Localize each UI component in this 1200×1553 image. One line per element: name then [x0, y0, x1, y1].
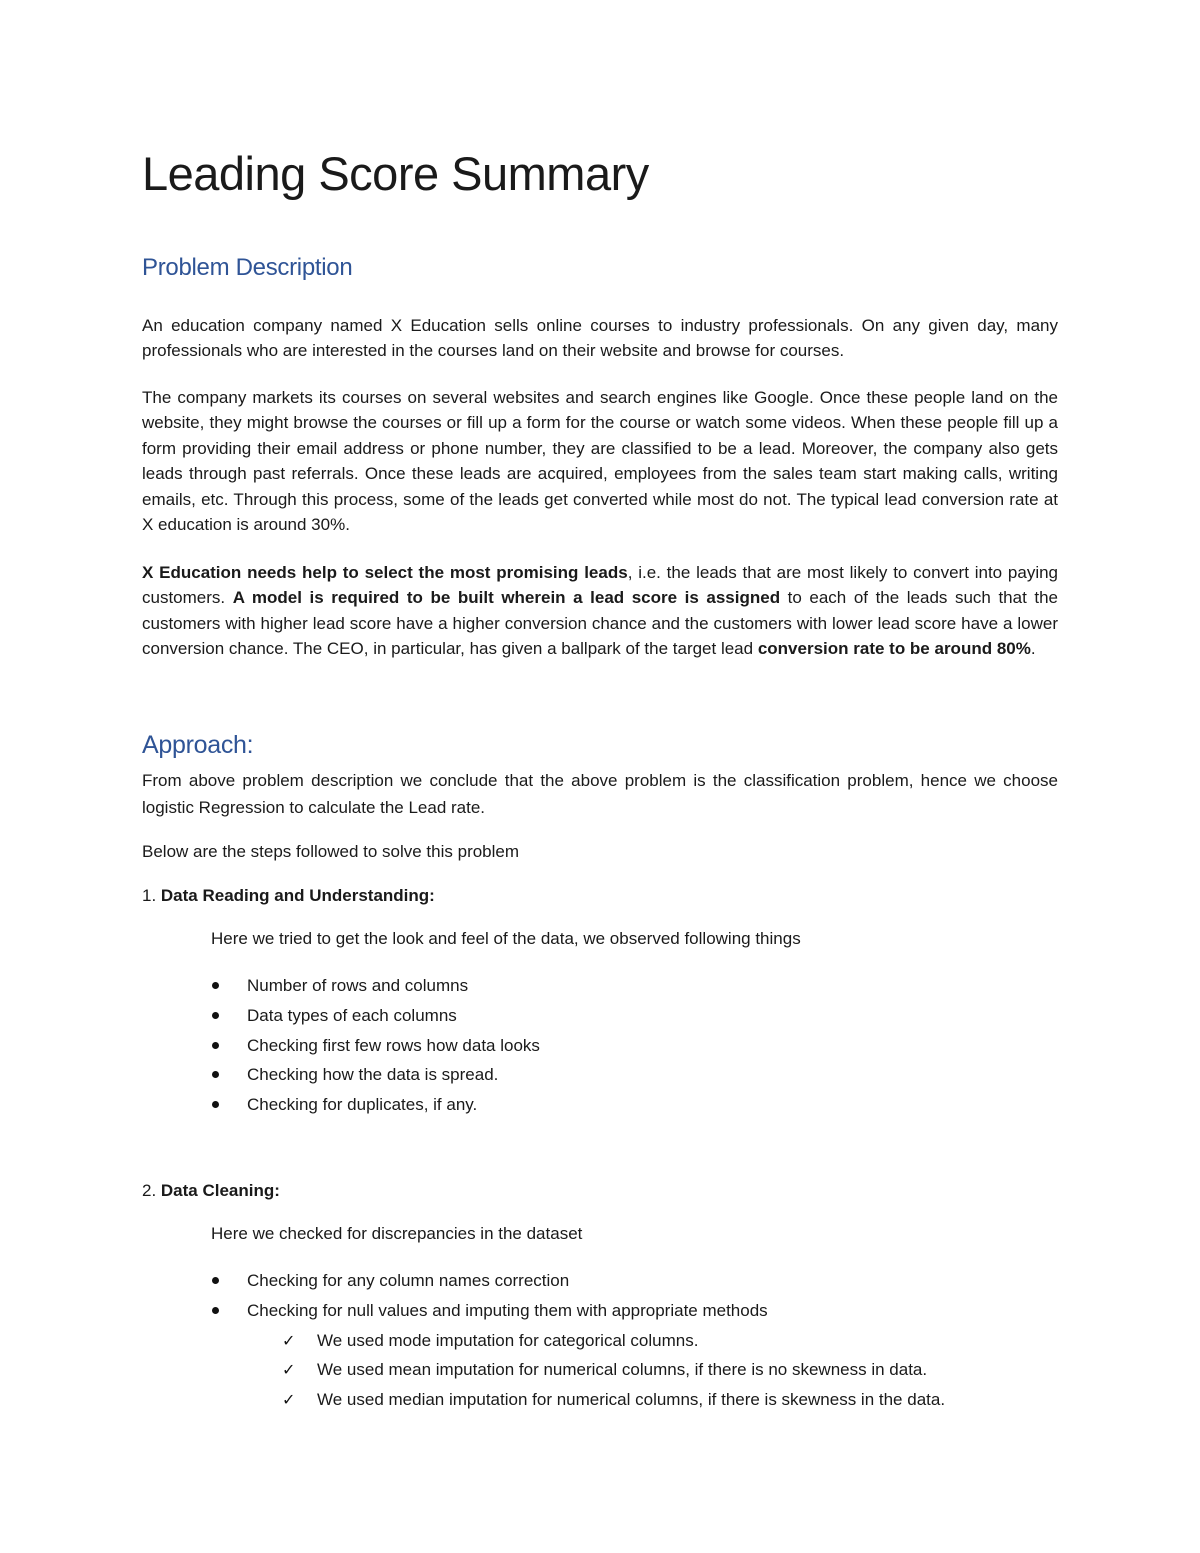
step-number: 2. — [142, 1181, 161, 1200]
bullet-icon — [212, 1101, 219, 1108]
problem-paragraph-3 — [142, 560, 1058, 662]
document-title: Leading Score Summary — [142, 147, 649, 200]
bullet-icon — [212, 1042, 219, 1049]
step-2-heading — [142, 1181, 280, 1201]
step-1-heading — [142, 886, 435, 906]
list-item-text: Number of rows and columns — [247, 976, 469, 995]
text-segment: to each of the leads such that the customers with higher lead score have a higher conversion chance and the customers with lower lead score have a lower conversion chance. The CEO, in particular, has given a ballpark of the target lead — [142, 588, 1058, 659]
step-2-bullet-list — [212, 1266, 768, 1326]
bold-text-model-required: A model is required to be built wherein a lead score is assigned — [232, 588, 781, 608]
text-segment: , i.e. the leads that are most likely to convert into paying customers. — [142, 563, 1059, 608]
list-item — [212, 1001, 540, 1031]
list-item — [282, 1355, 945, 1384]
list-item-text: We used mode imputation for categorical columns. — [317, 1331, 699, 1350]
step-label: Data Reading and Understanding: — [160, 886, 435, 905]
bullet-icon — [212, 1012, 219, 1019]
bold-text-promising-leads: X Education needs help to select the most promising leads — [142, 563, 628, 582]
step-label: Data Cleaning: — [160, 1181, 280, 1200]
checkmark-icon: ✓ — [282, 1331, 296, 1350]
list-item-text: Checking first few rows how data looks — [247, 1035, 540, 1055]
bullet-icon — [212, 982, 219, 989]
list-item-text: Checking for null values and imputing them with appropriate methods — [247, 1300, 768, 1320]
list-item-text: Checking for any column names correction — [247, 1271, 570, 1290]
bullet-icon — [212, 1277, 219, 1284]
approach-heading: Approach: — [142, 731, 254, 759]
list-item — [282, 1385, 945, 1414]
list-item-text: We used mean imputation for numerical columns, if there is no skewness in data. — [317, 1360, 928, 1380]
bold-text-conversion-target: conversion rate to be around 80% — [757, 639, 1031, 659]
approach-paragraph: From above problem description we conclude that the above problem is the classification problem, hence we choose logistic Regression to calculate the Lead rate. — [142, 771, 1058, 817]
list-item — [212, 971, 540, 1001]
step-2-description: Here we checked for discrepancies in the dataset — [211, 1224, 583, 1243]
list-item-text: Data types of each columns — [247, 1005, 457, 1025]
problem-paragraph-2: The company markets its courses on several websites and search engines like Google. Once these people land on the website, they might browse the courses or fill up a form for the course or watch some videos. When these people fill up a form providing their email address or phone number, they are classified to be a lead. Moreover, the company also gets leads through past referrals. Once these leads are acquired, employees from the sales team start making calls, writing emails, etc. Through this process, some of the leads get converted while most do not. The typical lead conversion rate at X education is around 30%. — [142, 388, 1058, 535]
list-item-text: Checking how the data is spread. — [247, 1065, 499, 1085]
problem-description-heading: Problem Description — [142, 254, 353, 281]
list-item — [212, 1060, 540, 1090]
list-item-text: Checking for duplicates, if any. — [247, 1095, 478, 1115]
checkmark-icon: ✓ — [282, 1360, 296, 1380]
problem-paragraph-1: An education company named X Education sells online courses to industry professionals. On any given day, many professionals who are interested in the courses land on their website and browse for courses. — [142, 316, 1058, 361]
steps-intro: Below are the steps followed to solve this problem — [142, 842, 520, 861]
list-item — [212, 1090, 540, 1120]
text-segment: . — [1030, 639, 1036, 659]
bullet-icon — [212, 1307, 219, 1314]
step-1-description: Here we tried to get the look and feel of the data, we observed following things — [211, 929, 801, 948]
step-2-check-list — [282, 1326, 945, 1414]
list-item — [212, 1031, 540, 1061]
checkmark-icon: ✓ — [282, 1389, 296, 1409]
list-item — [212, 1266, 768, 1296]
list-item — [212, 1296, 768, 1326]
list-item — [282, 1326, 945, 1355]
step-number: 1. — [142, 886, 161, 905]
list-item-text: We used median imputation for numerical columns, if there is skewness in the data. — [317, 1389, 946, 1409]
bullet-icon — [212, 1071, 219, 1078]
step-1-bullet-list — [212, 971, 540, 1120]
